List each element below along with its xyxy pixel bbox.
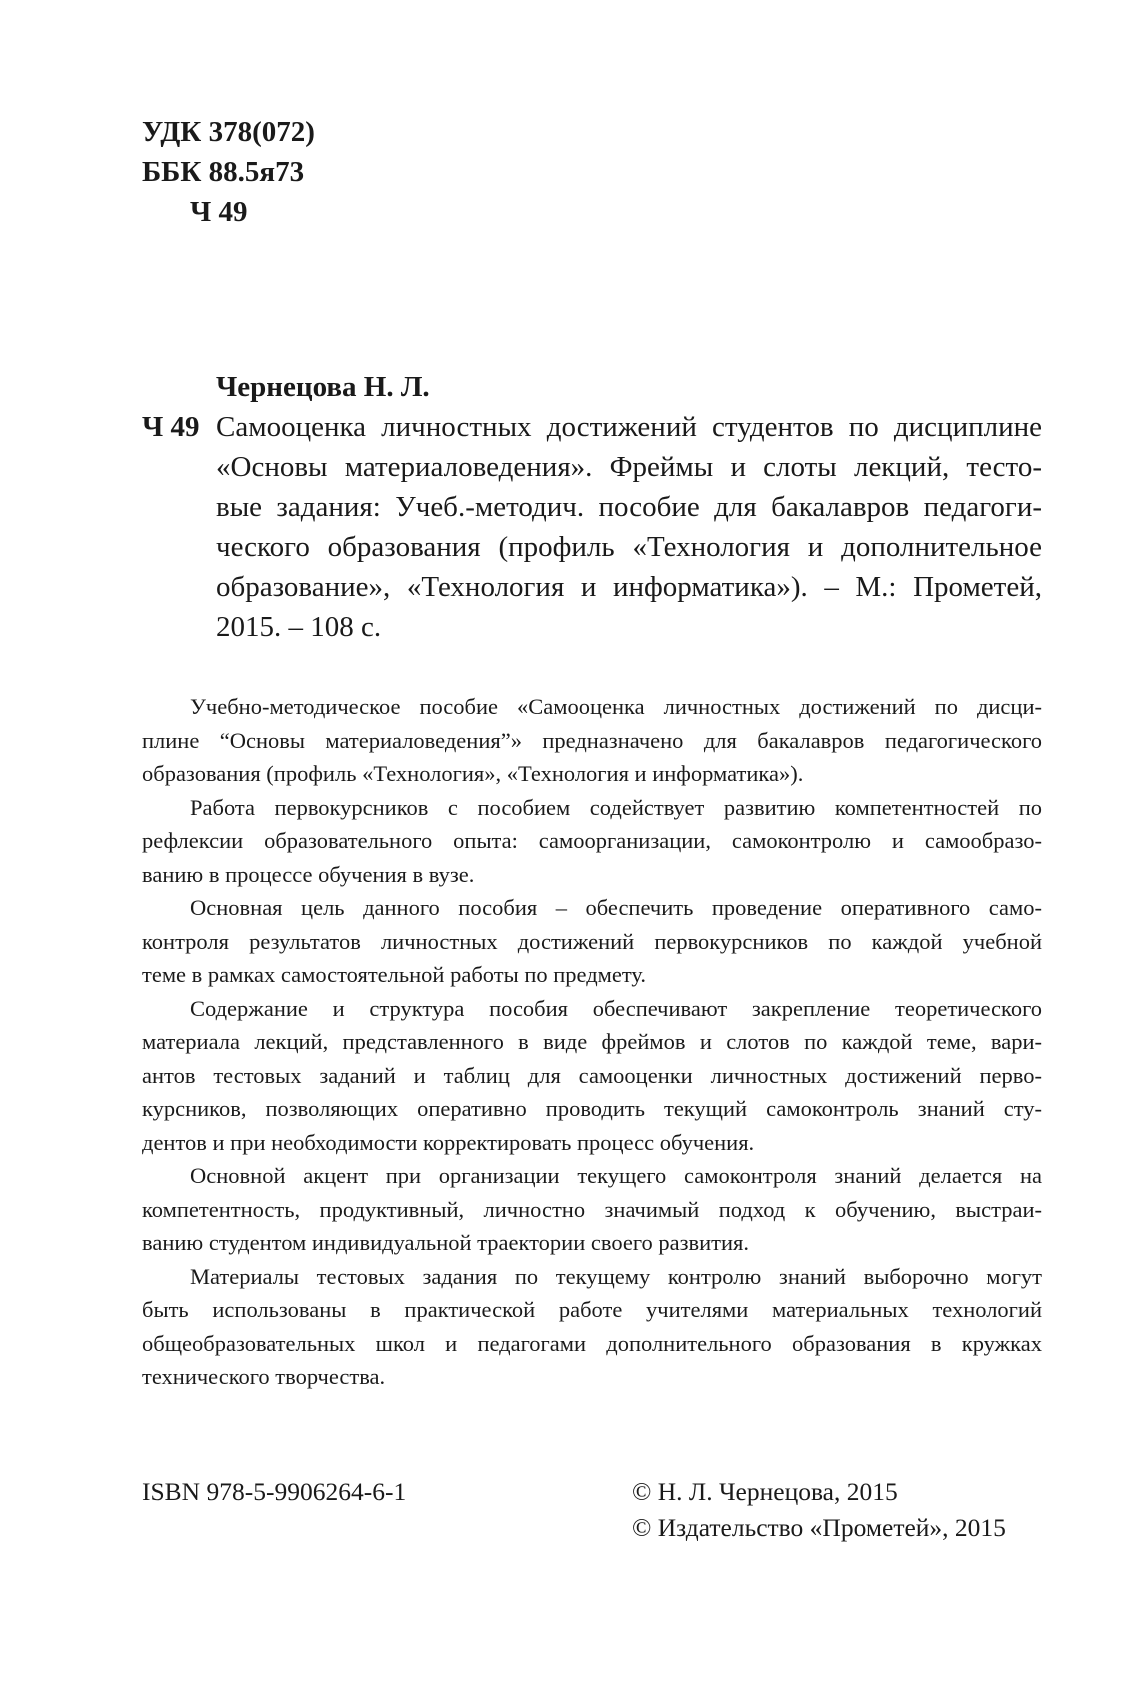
bbk-index: ББК 88.5я73: [142, 156, 305, 188]
record-line: «Основы материаловедения». Фреймы и слоты лекций, тесто-: [216, 451, 1042, 483]
record-author-mark: Ч 49: [142, 411, 200, 443]
annotation-line: быть использованы в практической работе учителями материальных технологий: [142, 1297, 1042, 1322]
annotation-line: общеобразовательных школ и педагогами дополнительного образования в кружках: [142, 1330, 1042, 1356]
record-line: Самооценка личностных достижений студентов по дисциплине: [216, 411, 1042, 443]
annotation-line: компетентность, продуктивный, личностно значимый подход к обучению, выстраи-: [142, 1196, 1042, 1222]
isbn: ISBN 978-5-9906264-6-1: [142, 1477, 407, 1506]
record-line: образование», «Технология и информатика»). – М.: Прометей,: [216, 571, 1042, 603]
annotation-paragraph: [142, 791, 1042, 892]
annotation-line: Основной акцент при организации текущего самоконтроля знаний делается на: [190, 1163, 1042, 1188]
annotation: [142, 690, 1042, 1394]
classification-block: [142, 112, 315, 232]
record-body: [142, 407, 1042, 647]
udk-index: УДК 378(072): [142, 116, 315, 148]
record-line: 2015. – 108 с.: [216, 611, 382, 643]
annotation-line: плине “Основы материаловедения”» предназначено для бакалавров педагогического: [142, 727, 1042, 753]
annotation-line: материала лекций, представленного в виде фреймов и слотов по каждой теме, вари-: [142, 1029, 1042, 1054]
annotation-line: антов тестовых заданий и таблиц для самооценки личностных достижений перво-: [142, 1062, 1042, 1088]
author-mark: Ч 49: [190, 196, 248, 228]
annotation-line: ванию студентом индивидуальной траектории своего развития.: [142, 1230, 750, 1255]
annotation-paragraph: [142, 1159, 1042, 1260]
record-line: вые задания: Учеб.-методич. пособие для бакалавров педагоги-: [216, 491, 1042, 523]
record-line: ческого образования (профиль «Технология и дополнительное: [216, 531, 1042, 563]
annotation-paragraph: [142, 690, 1042, 791]
annotation-line: Работа первокурсников с пособием содействует развитию компетентностей по: [190, 794, 1042, 820]
copyright-block: [632, 1474, 1006, 1546]
record-author: Чернецова Н. Л.: [216, 371, 430, 403]
annotation-line: дентов и при необходимости корректировать процесс обучения.: [142, 1129, 755, 1155]
annotation-paragraph: [142, 1260, 1042, 1394]
annotation-line: курсников, позволяющих оперативно проводить текущий самоконтроль знаний сту-: [142, 1096, 1042, 1121]
annotation-line: технического творчества.: [142, 1364, 386, 1389]
bibliographic-record: [142, 367, 1042, 647]
copyright-author: © Н. Л. Чернецова, 2015: [632, 1477, 898, 1506]
annotation-line: Учебно-методическое пособие «Самооценка личностных достижений по дисци-: [190, 694, 1042, 719]
annotation-line: ванию в процессе обучения в вузе.: [142, 861, 475, 887]
annotation-line: теме в рамках самостоятельной работы по предмету.: [142, 962, 647, 987]
annotation-line: рефлексии образовательного опыта: самоорганизации, самоконтролю и самообразо-: [142, 828, 1042, 853]
annotation-line: Материалы тестовых задания по текущему контролю знаний выборочно могут: [190, 1263, 1042, 1289]
annotation-line: Основная цель данного пособия – обеспечить проведение оперативного само-: [190, 895, 1042, 920]
annotation-paragraph: [142, 992, 1042, 1160]
annotation-paragraph: [142, 891, 1042, 992]
annotation-line: образования (профиль «Технология», «Технология и информатика»).: [142, 761, 804, 786]
annotation-line: Содержание и структура пособия обеспечивают закрепление теоретического: [190, 995, 1042, 1021]
annotation-line: контроля результатов личностных достижений первокурсников по каждой учебной: [142, 928, 1042, 954]
copyright-publisher: © Издательство «Прометей», 2015: [632, 1513, 1006, 1542]
